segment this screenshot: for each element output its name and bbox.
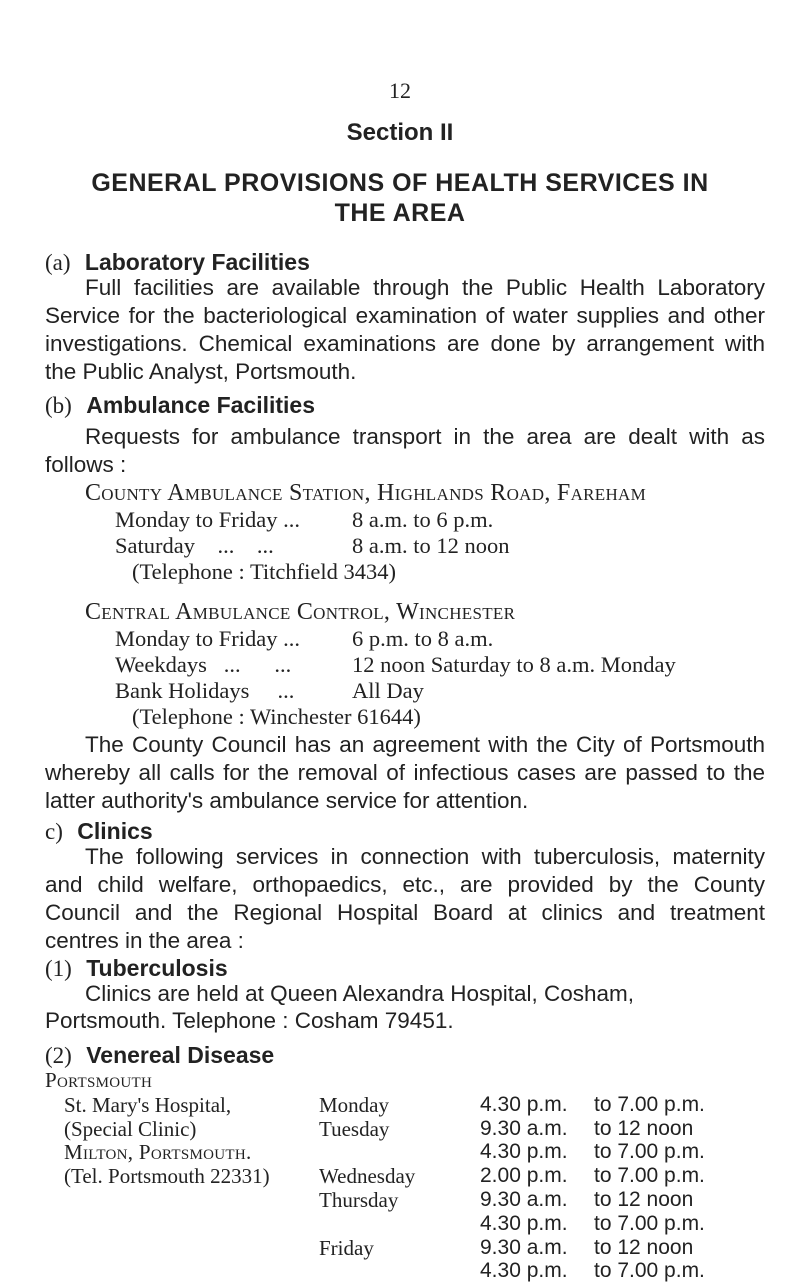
county-row-1-day: Monday to Friday ... [115,507,300,532]
central-row-1-day: Monday to Friday ... [115,626,300,651]
county-row-1-time: 8 a.m. to 6 p.m. [352,507,494,532]
clinics-heading-text: Clinics [77,818,153,844]
ambulance-heading [45,392,315,419]
page-title-line-2: THE AREA [334,199,466,227]
vd-row-2-end: to 12 noon [594,1117,694,1140]
clinics-heading [45,818,153,845]
central-ambulance-control: Central Ambulance Control, Winchester [85,599,516,625]
tuberculosis-label: (1) [45,956,72,981]
vd-row-8-start: 4.30 p.m. [480,1259,568,1282]
vd-row-4-start: 2.00 p.m. [480,1164,568,1187]
vd-row-5-end: to 12 noon [594,1188,694,1211]
vd-row-6-start: 4.30 p.m. [480,1212,568,1235]
vd-row-3-end: to 7.00 p.m. [594,1140,705,1163]
vd-row-4-day: Wednesday [319,1164,416,1188]
laboratory-label: (a) [45,250,71,275]
vd-row-8-end: to 7.00 p.m. [594,1259,705,1282]
tuberculosis-heading-text: Tuberculosis [86,955,228,981]
vd-row-5-day: Thursday [319,1188,399,1212]
vd-address-line-3: Milton, Portsmouth. [64,1140,252,1164]
clinics-intro: The following services in connection with tuberculosis, maternity and child welfare, orthopaedics, etc., are provided by the County Council and the Regional Hospital Board at clinics and treatment centres in the area : [45,844,765,953]
vd-row-5-start: 9.30 a.m. [480,1188,568,1211]
ambulance-agreement: The County Council has an agreement with the City of Portsmouth whereby all calls for the removal of infectious cases are passed to the latter authority's ambulance service for attention. [45,732,765,813]
county-telephone: (Telephone : Titchfield 3434) [132,559,397,584]
vd-row-2-day: Tuesday [319,1117,390,1141]
tuberculosis-heading [45,955,228,982]
venereal-disease-heading-text: Venereal Disease [86,1042,275,1068]
vd-row-1-start: 4.30 p.m. [480,1093,568,1116]
vd-row-7-end: to 12 noon [594,1236,694,1259]
ambulance-intro: Requests for ambulance transport in the area are dealt with as follows : [45,424,765,477]
vd-row-2-start: 9.30 a.m. [480,1117,568,1140]
laboratory-paragraph: Full facilities are available through the Public Health Laboratory Service for the bacteriological examination of water supplies and other investigations. Chemical examinations are done by arrangement with the Public Analyst, Portsmouth. [45,275,765,384]
vd-row-1-end: to 7.00 p.m. [594,1093,705,1116]
county-row-2-day: Saturday ... ... [115,533,274,558]
central-row-3-time: All Day [352,678,424,703]
tuberculosis-line-2: Portsmouth. Telephone : Cosham 79451. [45,1008,454,1033]
county-row-2-time: 8 a.m. to 12 noon [352,533,510,558]
vd-address-line-2: (Special Clinic) [64,1117,197,1141]
section-label: Section II [346,119,454,146]
ambulance-label: (b) [45,393,72,418]
venereal-disease-heading [45,1042,274,1069]
vd-row-1-day: Monday [319,1093,389,1117]
central-row-2-day: Weekdays ... ... [115,652,292,677]
vd-row-4-end: to 7.00 p.m. [594,1164,705,1187]
clinics-label: c) [45,819,63,844]
central-row-3-day: Bank Holidays ... [115,678,295,703]
tuberculosis-line-1: Clinics are held at Queen Alexandra Hospital, Cosham, [85,981,635,1006]
central-telephone: (Telephone : Winchester 61644) [132,704,421,729]
laboratory-heading [45,249,310,276]
vd-address-line-4: (Tel. Portsmouth 22331) [64,1164,270,1188]
laboratory-heading-text: Laboratory Facilities [84,249,310,275]
vd-row-6-end: to 7.00 p.m. [594,1212,705,1235]
vd-address-line-1: St. Mary's Hospital, [64,1093,232,1117]
venereal-disease-label: (2) [45,1043,72,1068]
vd-row-7-start: 9.30 a.m. [480,1236,568,1259]
central-row-1-time: 6 p.m. to 8 a.m. [352,626,494,651]
central-row-2-time: 12 noon Saturday to 8 a.m. Monday [352,652,676,677]
county-ambulance-station: County Ambulance Station, Highlands Road, Fareham [85,480,647,506]
page-number: 12 [389,78,411,103]
vd-row-7-day: Friday [319,1236,374,1260]
ambulance-heading-text: Ambulance Facilities [86,392,316,418]
vd-city: Portsmouth [45,1068,153,1092]
vd-row-3-start: 4.30 p.m. [480,1140,568,1163]
page-title-line-1: GENERAL PROVISIONS OF HEALTH SERVICES IN [91,169,709,197]
